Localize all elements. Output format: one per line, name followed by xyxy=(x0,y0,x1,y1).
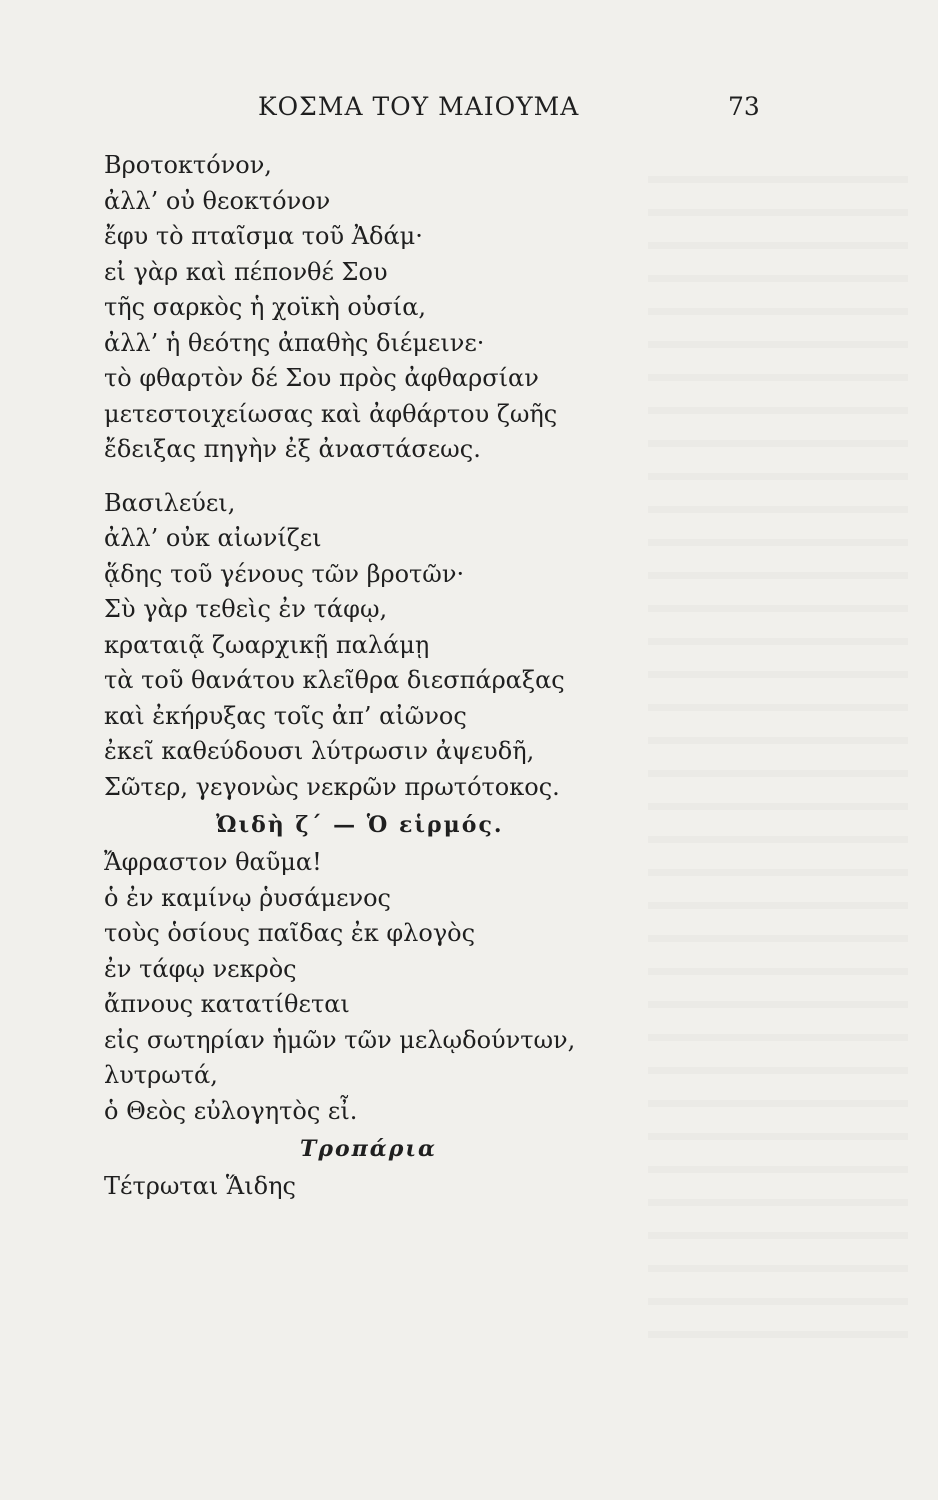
verse-line: ἔφυ τὸ πταῖσμα τοῦ Ἀδάμ· xyxy=(104,222,423,250)
verse-line: εἰς σωτηρίαν ἡμῶν τῶν μελῳδούντων, xyxy=(104,1025,576,1054)
verse-line: Βροτοκτόνον, xyxy=(104,151,272,179)
verse-line: Σὺ γὰρ τεθεὶς ἐν τάφῳ, xyxy=(104,595,388,623)
verse-line: Τέτρωται Ἅιδης xyxy=(104,1172,296,1200)
stanza-1 xyxy=(104,148,864,468)
verse-line: ἀλλ’ ἡ θεότης ἀπαθὴς διέμεινε· xyxy=(104,328,485,357)
verse-line: λυτρωτά, xyxy=(104,1061,218,1089)
verse-line: Σῶτερ, γεγονὼς νεκρῶν πρωτότοκος. xyxy=(104,772,560,801)
stanza-4 xyxy=(104,1169,864,1205)
stanza-3 xyxy=(104,845,864,1129)
verse-line: ὁ ἐν καμίνῳ ῥυσάμενος xyxy=(104,883,391,912)
verse-line: Βασιλεύει, xyxy=(104,488,236,517)
stanza-2 xyxy=(104,486,864,806)
verse-line: κραταιᾷ ζωαρχικῇ παλάμῃ xyxy=(104,630,430,659)
verse-line: ἐκεῖ καθεύδουσι λύτρωσιν ἀψευδῆ, xyxy=(104,737,535,765)
verse-line: Ἄφραστον θαῦμα! xyxy=(104,848,322,876)
verse-line: ἔδειξας πηγὴν ἐξ ἀναστάσεως. xyxy=(104,435,481,463)
verse-line: ἀλλ’ οὐ θεοκτόνον xyxy=(104,186,331,215)
verse-line: ἐν τάφῳ νεκρὸς xyxy=(104,954,297,983)
verse-line: ᾅδης τοῦ γένους τῶν βροτῶν· xyxy=(104,559,465,588)
verse-line: ἀλλ’ οὐκ αἰωνίζει xyxy=(104,524,322,552)
verse-line: ἄπνους κατατίθεται xyxy=(104,990,350,1018)
page-header xyxy=(0,92,938,128)
hymn-text xyxy=(104,148,864,1205)
verse-line: τοὺς ὁσίους παῖδας ἐκ φλογὸς xyxy=(104,919,476,947)
verse-line: τὸ φθαρτὸν δέ Σου πρὸς ἀφθαρσίαν xyxy=(104,364,539,392)
troparia-heading: Τροπάρια xyxy=(300,1136,437,1162)
verse-line: μετεστοιχείωσας καὶ ἀφθάρτου ζωῆς xyxy=(104,399,558,428)
running-head: ΚΟΣΜΑ ΤΟΥ ΜΑΙΟΥΜΑ xyxy=(258,92,580,121)
verse-line: καὶ ἐκήρυξας τοῖς ἀπ’ αἰῶνος xyxy=(104,701,467,730)
page-number: 73 xyxy=(728,92,760,121)
verse-line: ὁ Θεὸς εὐλογητὸς εἶ. xyxy=(104,1096,358,1125)
verse-line: τὰ τοῦ θανάτου κλεῖθρα διεσπάραξας xyxy=(104,666,565,694)
ode-heading: Ὠιδὴ ζ΄ — Ὁ εἱρμός. xyxy=(216,812,504,838)
verse-line: εἰ γὰρ καὶ πέπονθέ Σου xyxy=(104,257,388,286)
verse-line: τῆς σαρκὸς ἡ χοϊκὴ οὐσία, xyxy=(104,293,427,321)
